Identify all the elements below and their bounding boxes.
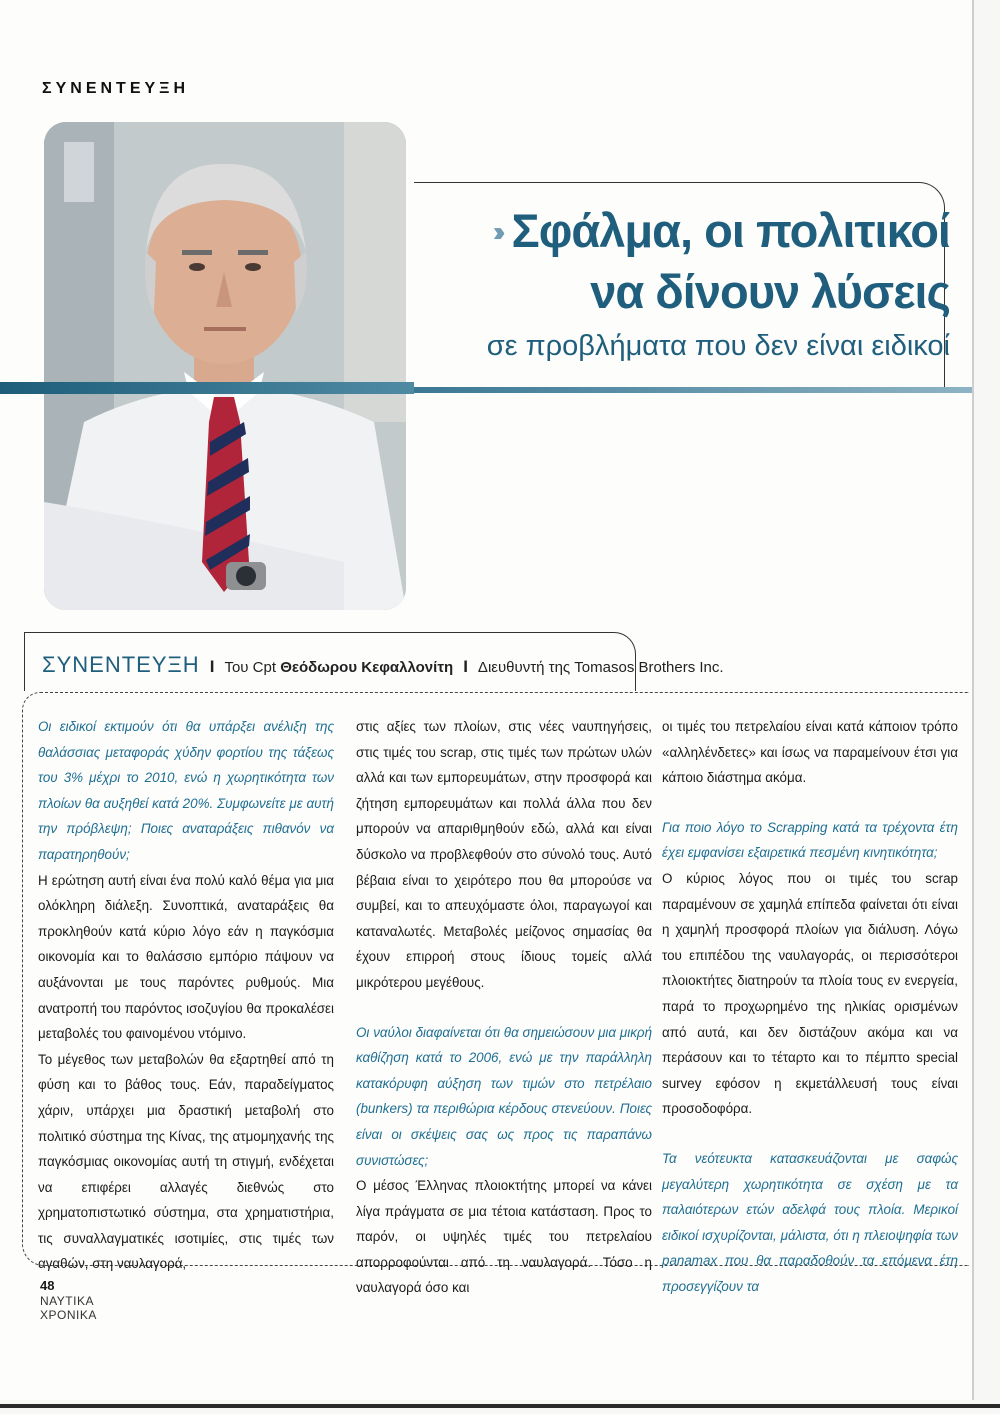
interview-question: Για ποιο λόγο το Scrapping κατά τα τρέχοντα έτη έχει εμφανίσει εξαιρετικά πεσμένη κινητικότητα;	[662, 819, 958, 861]
interview-answer: Το μέγεθος των μεταβολών θα εξαρτηθεί από τη φύση και το βάθος τους. Εάν, παραδείγματος χάριν, υπάρχει μια δραστική μεταβολή στο πολιτικό σύστημα της Κίνας, της ατμομηχανής της παγκόσμιας οικονομίας αυτή τη στιγμή, ενδέχεται να επιφέρει αλλαγές διεθνώς στο χρηματοπιστωτικό σύστημα, στα χρηματιστήρια, τις συναλλαγματικές ισοτιμίες, στις τιμές των αγαθών, στη ναυλαγορά,	[38, 1051, 334, 1272]
bottom-rule	[0, 1404, 1000, 1408]
interview-answer: Ο κύριος λόγος που οι τιμές του scrap παραμένουν σε χαμηλά επίπεδα φαίνεται ότι είναι η χαμηλή προσφορά πλοίων για διάλυση. Λόγω του επιπέδου της ναυλαγοράς, οι περισσότεροι πλοιοκτήτες διατηρούν τα πλοία τους εν ενεργεία, παρά το προχωρημένο της ηλικίας ορισμένων από αυτά, και δεν διστάζουν ακόμα και να περάσουν και το τέταρτο και το πέμπτο special survey εφόσον η εκμετάλλευσή τους είναι προσοδοφόρα.	[662, 870, 958, 1117]
interview-answer: Η ερώτηση αυτή είναι ένα πολύ καλό θέμα για μια ολόκληρη διάλεξη. Συνοπτικά, αναταράξεις θα προκληθούν κατά κύριο λόγο εάν η παγκόσμια οικονομία και το θαλάσσιο εμπόριο πάψουν να αυξάνονται με τους παρόντες ρυθμούς. Μια ανατροπή του παρόντος ισοζυγίου θα προκαλέσει μεταβολές του φαινομένου ντόμινο.	[38, 872, 334, 1042]
byline	[42, 652, 724, 678]
article-column-3	[662, 714, 958, 1299]
interview-answer: Ο μέσος Έλληνας πλοιοκτήτης μπορεί να κάνει λίγα πράγματα σε μια τέτοια κατάσταση. Προς το παρόν, οι υψηλές τιμές του πετρελαίου απορροφούνται από τη ναυλαγορά. Τόσο η ναυλαγορά όσο και	[356, 1178, 652, 1296]
interview-question: Οι ειδικοί εκτιμούν ότι θα υπάρξει ανέλιξη της θαλάσσιας μεταφοράς χύδην φορτίου της τάξεως του 3% μέχρι το 2010, ενώ η χωρητικότητα των πλοίων θα αυξηθεί κατά 20%. Συμφωνείτε με αυτή την πρόβλεψη; Ποιες αναταράξεις πιθανόν να παρατηρηθούν;	[38, 719, 334, 862]
headline-line-1	[493, 205, 950, 258]
article-column-1	[38, 714, 334, 1277]
interview-answer: στις αξίες των πλοίων, στις νέες ναυπηγήσεις, στις τιμές του scrap, στις τιμές των πρώτων υλών αλλά και των εμπορευμάτων, στην προσφορά και ζήτηση εμπορευμάτων και πολλά άλλα που δεν μπορούν να απαριθμηθούν εδώ, αλλά και είναι δύσκολο να προβλεφθούν στο σύνολό τους. Αυτό βέβαια είναι το χειρότερο που θα μπορούσε να συμβεί, και το απευχόμαστε όλοι, παραγωγοί και καταναλωτές. Μεταβολές μείζονος σημασίας θα έχουν επιρροή στους ίδιους τομείς αλλά μικρότερου μεγέθους.	[356, 719, 652, 990]
headline-subtitle: σε προβλήματα που δεν είναι ειδικοί	[486, 330, 950, 362]
accent-rule	[0, 382, 414, 394]
interview-answer: οι τιμές του πετρελαίου είναι κατά κάποιον τρόπο «αλληλένδετες» και ίσως να παραμείνουν έτσι για κάποιο διάστημα ακόμα.	[662, 719, 958, 786]
magazine-name	[40, 1294, 97, 1322]
interview-question: Οι ναύλοι διαφαίνεται ότι θα σημειώσουν μια μικρή καθίζηση κατά το 2006, ενώ με την παράλληλη κατακόρυφη αύξηση των τιμών στο πετρέλαιο (bunkers) τα περιθώρια κέρδους στενεύουν. Ποιες είναι οι σκέψεις σας ως προς τις παραπάνω συνιστώσες;	[356, 1024, 652, 1168]
byline-role: Διευθυντή της Tomasos Brothers Inc.	[477, 659, 724, 676]
headline-text-1: Σφάλμα, οι πολιτικοί	[511, 204, 950, 257]
section-label: ΣΥΝΕΝΤΕΥΞΗ	[42, 80, 190, 97]
article-column-2	[356, 714, 652, 1301]
page-number: 48	[40, 1278, 55, 1293]
byline-separator: I	[209, 657, 215, 676]
portrait-illustration	[44, 122, 406, 610]
byline-lead: ΣΥΝΕΝΤΕΥΞΗ	[42, 652, 200, 677]
double-chevron-right-icon: ››	[492, 216, 500, 247]
portrait-photo	[44, 122, 406, 610]
interview-question: Τα νεότευκτα κατασκευάζονται με σαφώς μεγαλύτερη χωρητικότητα σε σχέση με τα παλαιότερων ετών αδελφά τους πλοία. Μερικοί ειδικοί ισχυρίζονται, μάλιστα, ότι η πλειοψηφία των panamax που θα παραδοθούν τα επόμενα έτη προσεγγίζουν τα	[662, 1150, 958, 1294]
magazine-name-line-2: ΧΡΟΝΙΚΑ	[40, 1308, 97, 1322]
byline-separator-2: I	[463, 657, 468, 676]
byline-author: Θεόδωρου Κεφαλλονίτη	[280, 659, 454, 676]
magazine-name-line-1: ΝΑΥΤΙΚΑ	[40, 1294, 94, 1308]
headline-line-2: να δίνουν λύσεις	[590, 265, 950, 318]
byline-prefix: Του Cpt	[224, 659, 277, 676]
accent-rule-thin	[414, 387, 972, 393]
